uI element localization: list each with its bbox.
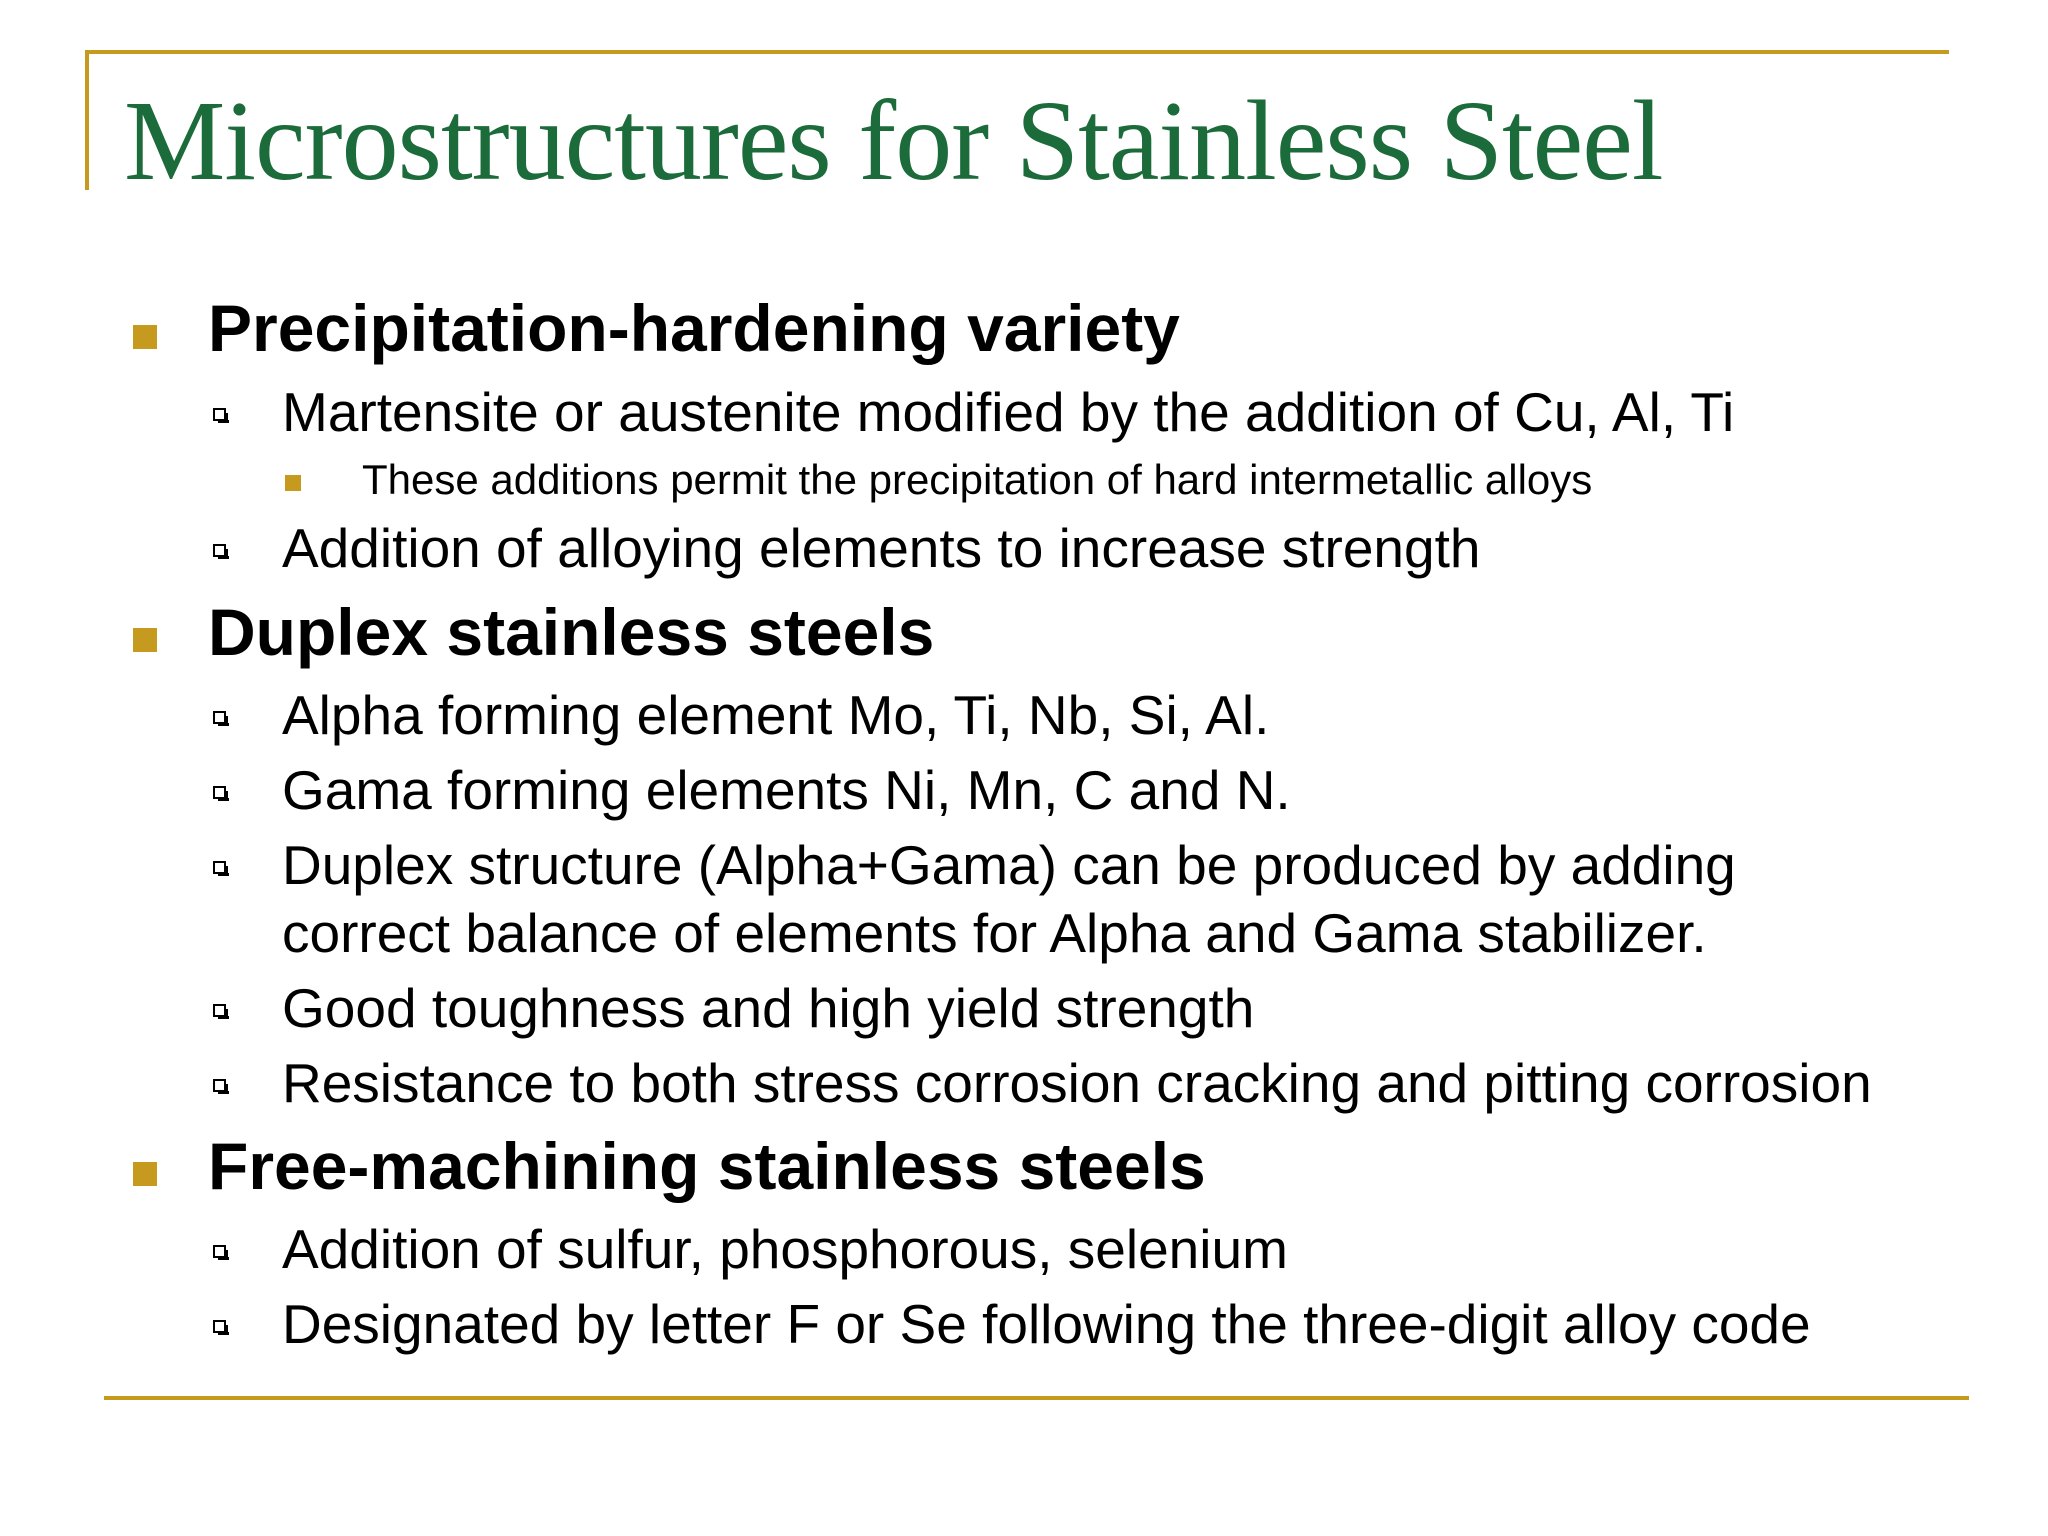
list-item: Martensite or austenite modified by the addition of Cu, Al, Ti (282, 381, 1735, 443)
section-heading-precipitation: Precipitation-hardening variety (208, 291, 1180, 365)
square-bullet-icon (133, 1162, 157, 1186)
list-item: Addition of alloying elements to increase strength (282, 517, 1481, 579)
square-bullet-icon (133, 628, 157, 652)
list-item: Duplex structure (Alpha+Gama) can be produced by adding (282, 834, 1736, 896)
checkbox-bullet-icon (213, 408, 226, 421)
checkbox-bullet-icon (213, 544, 226, 557)
checkbox-bullet-icon (213, 1079, 226, 1092)
list-item: Resistance to both stress corrosion cracking and pitting corrosion (282, 1052, 1872, 1114)
list-item: Good toughness and high yield strength (282, 977, 1255, 1039)
list-item: Alpha forming element Mo, Ti, Nb, Si, Al. (282, 684, 1270, 746)
list-item-continuation: correct balance of elements for Alpha and Gama stabilizer. (282, 902, 1707, 964)
list-item: Designated by letter F or Se following the three-digit alloy code (282, 1293, 1811, 1355)
list-subitem: These additions permit the precipitation of hard intermetallic alloys (362, 456, 1593, 503)
list-item: Addition of sulfur, phosphorous, selenium (282, 1218, 1288, 1280)
slide-title: Microstructures for Stainless Steel (124, 77, 1663, 204)
checkbox-bullet-icon (213, 711, 226, 724)
square-bullet-icon (133, 325, 157, 349)
bottom-rule (104, 1396, 1969, 1400)
square-bullet-icon (285, 475, 301, 491)
section-heading-free-machining: Free-machining stainless steels (208, 1129, 1206, 1203)
checkbox-bullet-icon (213, 1245, 226, 1258)
checkbox-bullet-icon (213, 861, 226, 874)
section-heading-duplex: Duplex stainless steels (208, 595, 935, 669)
list-item: Gama forming elements Ni, Mn, C and N. (282, 759, 1291, 821)
checkbox-bullet-icon (213, 786, 226, 799)
checkbox-bullet-icon (213, 1004, 226, 1017)
checkbox-bullet-icon (213, 1320, 226, 1333)
